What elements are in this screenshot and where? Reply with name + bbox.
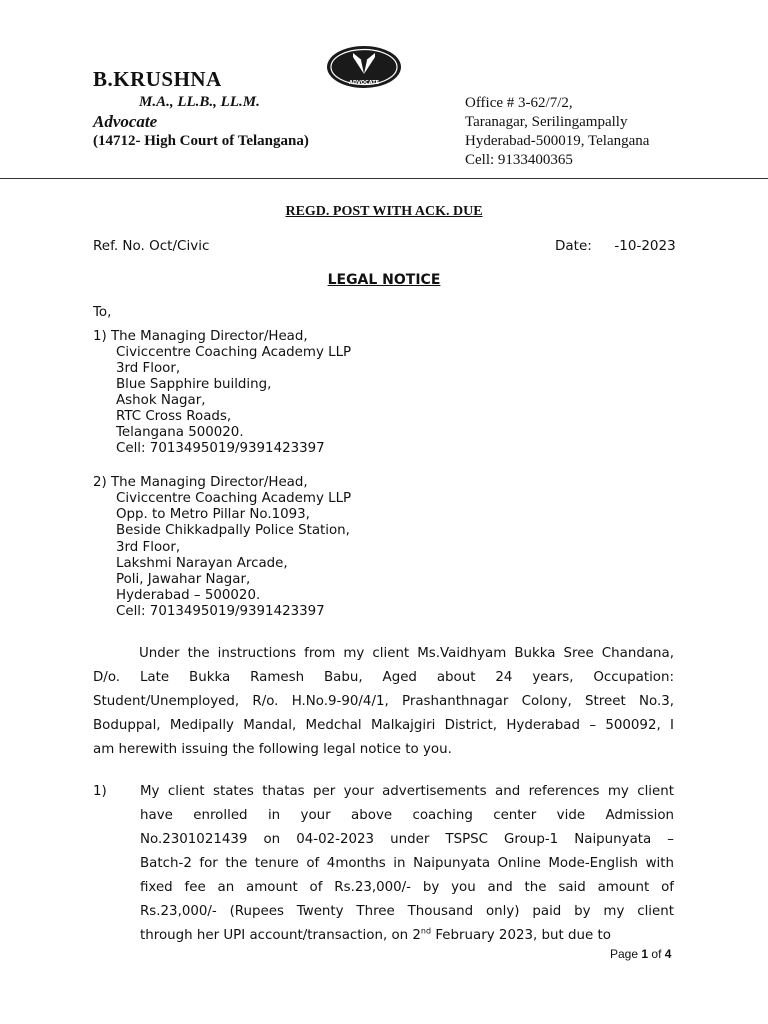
recipient-line: 1) The Managing Director/Head,	[93, 329, 308, 344]
paragraph-line: Batch-2 for the tenure of 4months in Naipunyata Online Mode-English with	[140, 856, 674, 871]
recipient-line: Ashok Nagar,	[116, 393, 206, 408]
advocate-logo	[325, 44, 403, 90]
recipient-line: Blue Sapphire building,	[116, 377, 272, 392]
enrolment-number: (14712- High Court of Telangana)	[93, 133, 309, 149]
office-address-line: Hyderabad-500019, Telangana	[465, 133, 650, 149]
designation: Advocate	[93, 112, 158, 131]
office-address-line: Office # 3-62/7/2,	[465, 95, 573, 111]
recipient-line: 3rd Floor,	[116, 540, 181, 555]
paragraph-line: Boduppal, Medipally Mandal, Medchal Malkajgiri District, Hyderabad – 500092, I	[93, 718, 674, 733]
recipient-line: 3rd Floor,	[116, 361, 181, 376]
paragraph-line: D/o. Late Bukka Ramesh Babu, Aged about 24 years, Occupation:	[93, 670, 674, 685]
recipient-line: Hyderabad – 500020.	[116, 588, 261, 603]
recipient-line: Civiccentre Coaching Academy LLP	[116, 491, 352, 506]
svg-text:ADVOCATE: ADVOCATE	[348, 80, 380, 86]
recipient-line: Opp. to Metro Pillar No.1093,	[116, 507, 310, 522]
reference-number: Ref. No. Oct/Civic	[93, 238, 210, 254]
advocate-name: B.KRUSHNA	[93, 67, 222, 91]
ordinal-suffix: nd	[420, 926, 432, 936]
paragraph-line: Rs.23,000/- (Rupees Twenty Three Thousand only) paid by my client	[140, 904, 674, 919]
line-part: February 2023, but due to	[431, 928, 611, 943]
paragraph-line: My client states thatas per your advertisements and references my client	[140, 784, 674, 799]
office-phone: Cell: 9133400365	[465, 152, 573, 168]
recipient-line: RTC Cross Roads,	[116, 409, 232, 424]
date-value: -10-2023	[614, 238, 676, 254]
paragraph-line: have enrolled in your above coaching center vide Admission	[140, 808, 674, 823]
paragraph-line: Student/Unemployed, R/o. H.No.9-90/4/1, Prashanthnagar Colony, Street No.3,	[93, 694, 674, 709]
notice-title: LEGAL NOTICE	[327, 272, 441, 288]
recipient-line: Telangana 500020.	[116, 425, 244, 440]
post-type: REGD. POST WITH ACK. DUE	[285, 204, 483, 219]
date-label: Date:	[555, 238, 592, 254]
recipient-line: 2) The Managing Director/Head,	[93, 475, 308, 490]
recipient-line: Lakshmi Narayan Arcade,	[116, 556, 288, 571]
page-number	[610, 947, 671, 961]
salutation: To,	[93, 305, 112, 320]
letterhead-divider	[0, 178, 768, 179]
line-part: through her UPI account/transaction, on 2	[140, 928, 421, 943]
paragraph-line: No.2301021439 on 04-02-2023 under TSPSC Group-1 Naipunyata –	[140, 832, 674, 847]
qualifications: M.A., LL.B., LL.M.	[139, 94, 260, 110]
page-current: 1	[641, 947, 649, 961]
office-address-line: Taranagar, Serilingampally	[465, 114, 628, 130]
point-number: 1)	[93, 784, 107, 799]
paragraph-line	[140, 928, 611, 943]
page-of: of	[651, 947, 662, 961]
paragraph-line: Under the instructions from my client Ms.Vaidhyam Bukka Sree Chandana,	[139, 646, 674, 661]
recipient-line: Poli, Jawahar Nagar,	[116, 572, 251, 587]
recipient-line: Cell: 7013495019/9391423397	[116, 441, 325, 456]
recipient-line: Civiccentre Coaching Academy LLP	[116, 345, 352, 360]
page-total: 4	[664, 947, 672, 961]
notice-date	[555, 238, 676, 254]
paragraph-line: am herewith issuing the following legal notice to you.	[93, 742, 452, 757]
paragraph-line: fixed fee an amount of Rs.23,000/- by you and the said amount of	[140, 880, 674, 895]
recipient-line: Beside Chikkadpally Police Station,	[116, 523, 350, 538]
recipient-line: Cell: 7013495019/9391423397	[116, 604, 325, 619]
page-label: Page	[610, 947, 639, 961]
